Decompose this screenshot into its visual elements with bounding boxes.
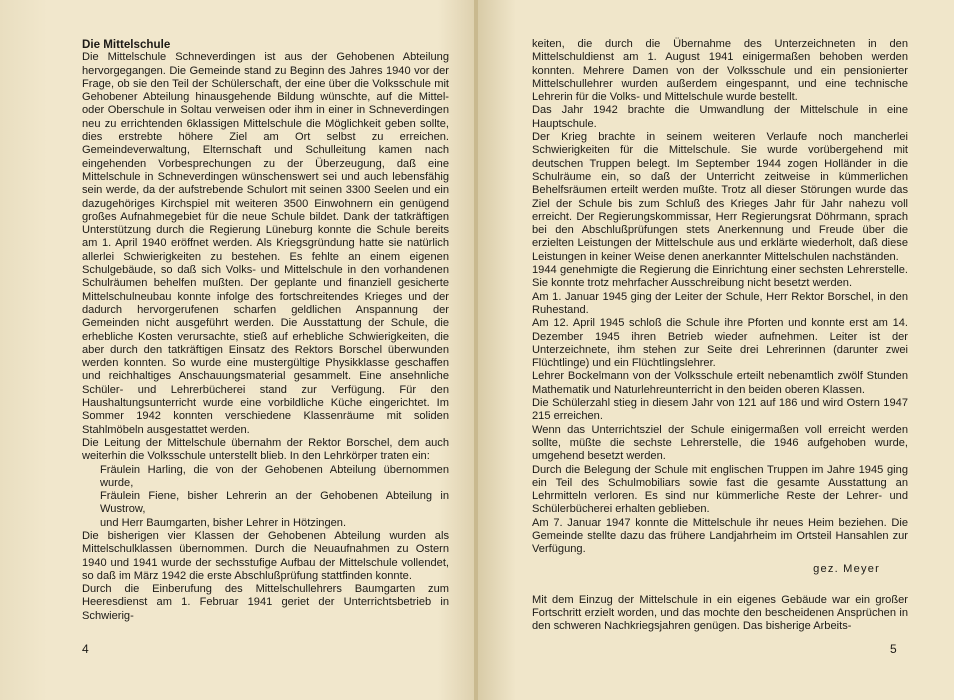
- paragraph: Am 12. April 1945 schloß die Schule ihre Pforten und konnte erst am 14. Dezember 1945 ihren Betrieb wieder aufnehmen. Leiter ist der Unterzeichnete, ihm stehen zur Seite drei Lehrerinnen (darunter zwei Flüchtlinge) und ein Flüchtlingslehrer.: [532, 317, 908, 370]
- page-number: 5: [890, 642, 897, 656]
- section-heading: Die Mittelschule: [82, 38, 171, 51]
- teacher-entry: und Herr Baumgarten, bisher Lehrer in Hötzingen.: [100, 516, 347, 529]
- right-page-text: [532, 38, 908, 634]
- paragraph: Am 7. Januar 1947 konnte die Mittelschule ihr neues Heim beziehen. Die Gemeinde stellte dazu das frühere Landjahrheim im Ortsteil Hansahlen zur Verfügung.: [532, 516, 908, 556]
- paragraph: Die Mittelschule Schneverdingen ist aus der Gehobenen Abteilung hervorgegangen. Die Gemeinde stand zu Beginn des Jahres 1940 vor der Frage, ob sie den Teil der Schülerschaft, der eine über die Volksschule mit Gehobener Abteilung hinausgehende Bildung wünschte, auf die Mittel- oder Oberschule in Soltau verweisen oder ihm in einer in Schneverdingen neu zu errichtenden 6klassigen Mittelschule die Möglichkeit geben sollte, dies erstrebte höhere Ziel am Ort selbst zu erreichen. Gemeindeverwaltung, Elternschaft und Schulleitung kamen nach eingehenden Vorbesprechungen zu der Überzeugung, daß eine Mittelschule in Schneverdingen wünschenswert sei und auch lebensfähig sein werde, da der aufstrebende Schulort mit seinen 3300 Seelen und ein dazugehöriges Kirchspiel mit weiteren 3500 Einwohnern ein genügend großes Aufnahmegebiet für die neue Schule bildet. Dank der tatkräftigen Unterstützung durch die Regierung Lüneburg konnte die Schule bereits am 1. April 1940 eröffnet werden. Als Kriegsgründung hatte sie natürlich allerlei Schwierigkeiten zu bestehen. Es fehlte an einem eigenen Schulgebäude, so daß sich Volks- und Mittelschule in den vorhandenen Schulräumen behelfen mußten. Der geplante und finanziell gesicherte Mittelschulneubau konnte infolge des fortschreitendes Krieges und der dadurch hervorgerufenen scharfen geldlichen Anspannung der Gemeinden nicht ausgeführt werden. Die Ausstattung der Schule, die erhebliche Kosten verursachte, stieß auf erhebliche Schwierigkeiten, die aber durch den tatkräftigen Einsatz des Rektors Borschel überwunden werden konnten. So wurde eine mustergültige Physikklasse geschaffen und reichhaltiges Anschauungsmaterial gesammelt. Eine ansehnliche Schüler- und Lehrerbücherei stand zur Verfügung. Für den Haushaltungsunterricht wurde eine vorbildliche Küche eingerichtet. Im Sommer 1942 konnten verschiedene Klassenräume mit soliden Stahlmöbeln ausgestattet werden.: [82, 51, 449, 436]
- paragraph: Durch die Einberufung des Mittelschullehrers Baumgarten zum Heeresdienst am 1. Februar 1941 geriet der Unterrichtsbetrieb in Schwierig-: [82, 583, 449, 622]
- signature: gez. Meyer: [813, 562, 880, 575]
- left-page-text: [82, 38, 449, 623]
- paragraph: Wenn das Unterrichtsziel der Schule einigermaßen voll erreicht werden sollte, müßte die sechste Lehrerstelle, die 1946 aufgehoben wurde, umgehend besetzt werden.: [532, 423, 908, 463]
- right-page: [478, 0, 954, 700]
- paragraph: keiten, die durch die Übernahme des Unterzeichneten in den Mittelschuldienst am 1. August 1941 einigermaßen behoben werden konnten. Mehrere Damen von der Volksschule und ein pensionierter Mittelschullehrer wurden außerdem eingespannt, und eine technische Lehrerin für die Volks- und Mittelschule wurde bestellt.: [532, 38, 908, 104]
- paragraph: Das Jahr 1942 brachte die Umwandlung der Mittelschule in eine Hauptschule.: [532, 104, 908, 130]
- teacher-entry: Fräulein Fiene, bisher Lehrerin an der Gehobenen Abteilung in Wustrow,: [100, 490, 449, 516]
- paragraph: Am 1. Januar 1945 ging der Leiter der Schule, Herr Rektor Borschel, in den Ruhestand.: [532, 290, 908, 316]
- paragraph: Die Schülerzahl stieg in diesem Jahr von 121 auf 186 und wird Ostern 1947 215 erreichen.: [532, 397, 908, 423]
- teacher-entry: Fräulein Harling, die von der Gehobenen Abteilung übernommen wurde,: [100, 463, 449, 489]
- page-number: 4: [82, 642, 89, 656]
- paragraph: Lehrer Bockelmann von der Volksschule erteilt nebenamtlich zwölf Stunden Mathematik und Naturlehreunterricht in den beiden oberen Klassen.: [532, 370, 908, 396]
- paragraph: Durch die Belegung der Schule mit englischen Truppen im Jahre 1945 ging ein Teil des Schulmobiliars sowie fast die gesamte Ausstattung an Lehrmitteln verloren. Es sind nur kümmerliche Reste der Lehrer- und Schülerbücherei erhalten geblieben.: [532, 463, 908, 516]
- paragraph: Der Krieg brachte in seinem weiteren Verlaufe noch mancherlei Schwierigkeiten für die Mittelschule. Sie wurde vorübergehend mit deutschen Truppen belegt. Im September 1944 zogen Holländer in die Schulräume ein, so daß der Unterricht zeitweise in kümmerlichen Behelfsräumen erteilt werden mußte. Trotz all dieser Störungen wurde das Ziel der Schule bis zum Schluß des Krieges Jahr für Jahr nahezu voll erreicht. Der Regierungskommissar, Herr Regierungsrat Döhrmann, sprach bei den Abschlußprüfungen stets Anerkennung und Freude über die erzielten Leistungen der Mittelschule aus und erklärte wiederholt, daß diese Leistungen in keiner Weise denen anerkannter Mittelschulen nachständen.: [532, 131, 908, 263]
- paragraph: Die bisherigen vier Klassen der Gehobenen Abteilung wurden als Mittelschulklassen übernommen. Durch die Neuaufnahmen zu Ostern 1940 und 1941 wurde der sechsstufige Aufbau der Mittelschule vollendet, so daß im März 1942 die erste Abschlußprüfung stattfinden konnte.: [82, 529, 449, 582]
- left-page: [0, 0, 476, 700]
- paragraph: 1944 genehmigte die Regierung die Einrichtung einer sechsten Lehrerstelle. Sie konnte trotz mehrfacher Ausschreibung nicht besetzt werden.: [532, 264, 908, 290]
- paragraph: Die Leitung der Mittelschule übernahm der Rektor Borschel, dem auch weiterhin die Volksschule unterstellt blieb. In den Lehrkörper traten ein:: [82, 436, 449, 463]
- closing-paragraph: Mit dem Einzug der Mittelschule in ein eigenes Gebäude war ein großer Fortschritt erzielt worden, und das mochte den bescheidenen Ansprüchen in den schweren Nachkriegsjahren genügen. Das bisherige Arbeits-: [532, 593, 908, 633]
